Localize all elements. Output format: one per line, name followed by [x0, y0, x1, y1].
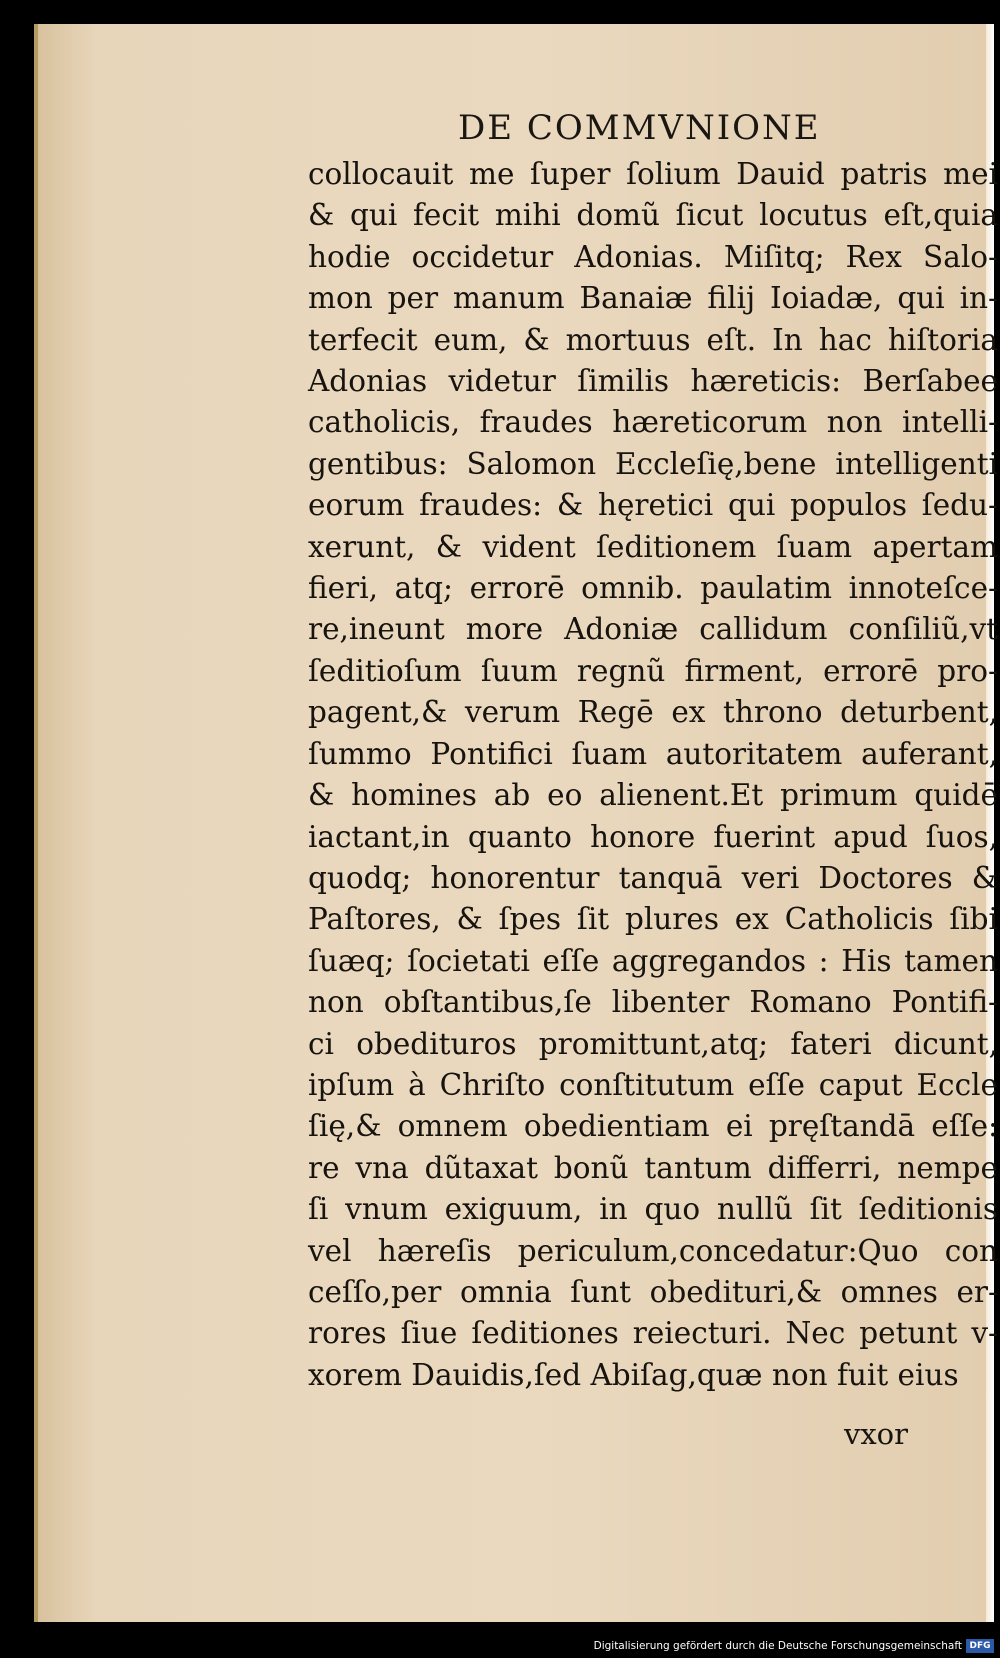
text-line: xorem Dauidis,ſed Abiſag,quæ non fuit eius: [308, 1357, 959, 1392]
text-line: ceſſo,per omnia ſunt obedituri,& omnes er-: [308, 1274, 998, 1309]
text-line: ci obedituros promittunt,atq; fateri dicunt,: [308, 1026, 998, 1061]
funding-credit: Digitalisierung gefördert durch die Deutsche Forschungsgemeinschaft: [593, 1640, 962, 1652]
text-line: hodie occidetur Adonias. Miſitq; Rex Salo-: [308, 239, 998, 274]
text-line: fieri, atq; errorē omnib. paulatim innoteſce-: [308, 571, 998, 606]
text-line: ſummo Pontifici ſuam autoritatem auferant,: [308, 736, 998, 771]
text-line: ſuæq; ſocietati eſſe aggregandos : His tamen: [308, 943, 998, 978]
text-line: non obſtantibus,ſe libenter Romano Pontifi-: [308, 985, 998, 1020]
body-text: [308, 154, 998, 1396]
dfg-logo-icon: DFG: [966, 1639, 994, 1653]
text-line: Paſtores, & ſpes ſit plures ex Catholicis ſibi: [308, 902, 998, 937]
text-line: ſeditioſum ſuum regnũ firment, errorē pro-: [308, 653, 998, 688]
text-line: catholicis, fraudes hæreticorum non intelli-: [308, 405, 998, 440]
text-line: eorum fraudes: & hęretici qui populos ſedu-: [308, 488, 998, 523]
text-line: re vna dũtaxat bonũ tantum differri, nempe: [308, 1150, 998, 1185]
text-line: gentibus: Salomon Eccleſię,bene intelligenti: [308, 446, 998, 481]
catchword: vxor: [843, 1417, 908, 1451]
text-line: vel hæreſis periculum,concedatur:Quo con: [308, 1233, 998, 1268]
text-line: ipſum à Chriſto conſtitutum eſſe caput Eccle: [308, 1067, 998, 1102]
text-line: iactant,in quanto honore fuerint apud ſuos,: [308, 819, 998, 854]
book-page: [34, 24, 998, 1622]
text-line: & homines ab eo alienent.Et primum quidē: [308, 778, 998, 813]
text-line: ſię,& omnem obedientiam ei pręſtandā eſſe:: [308, 1109, 998, 1144]
text-line: rores ſiue ſeditiones reiecturi. Nec petunt v-: [308, 1316, 998, 1351]
running-head: DE COMMVNIONE: [458, 108, 821, 148]
text-line: & qui fecit mihi domũ ſicut locutus eſt,quia: [308, 198, 998, 233]
text-line: pagent,& verum Regē ex throno deturbent,: [308, 695, 998, 730]
text-line: ſi vnum exiguum, in quo nullũ ſit ſeditionis: [308, 1192, 998, 1227]
footer-bar: [0, 1628, 1000, 1658]
text-line: mon per manum Banaiæ filij Ioiadæ, qui in-: [308, 281, 998, 316]
text-line: quodq; honorentur tanquā veri Doctores &: [308, 860, 998, 895]
text-line: re,ineunt more Adoniæ callidum conſiliũ,vt: [308, 612, 998, 647]
text-line: terfecit eum, & mortuus eſt. In hac hiſtoria: [308, 322, 998, 357]
text-line: collocauit me ſuper ſolium Dauid patris mei: [308, 157, 998, 191]
text-line: Adonias videtur ſimilis hæreticis: Berſabee: [308, 364, 998, 399]
text-line: xerunt, & vident ſeditionem ſuam apertam: [308, 529, 998, 564]
